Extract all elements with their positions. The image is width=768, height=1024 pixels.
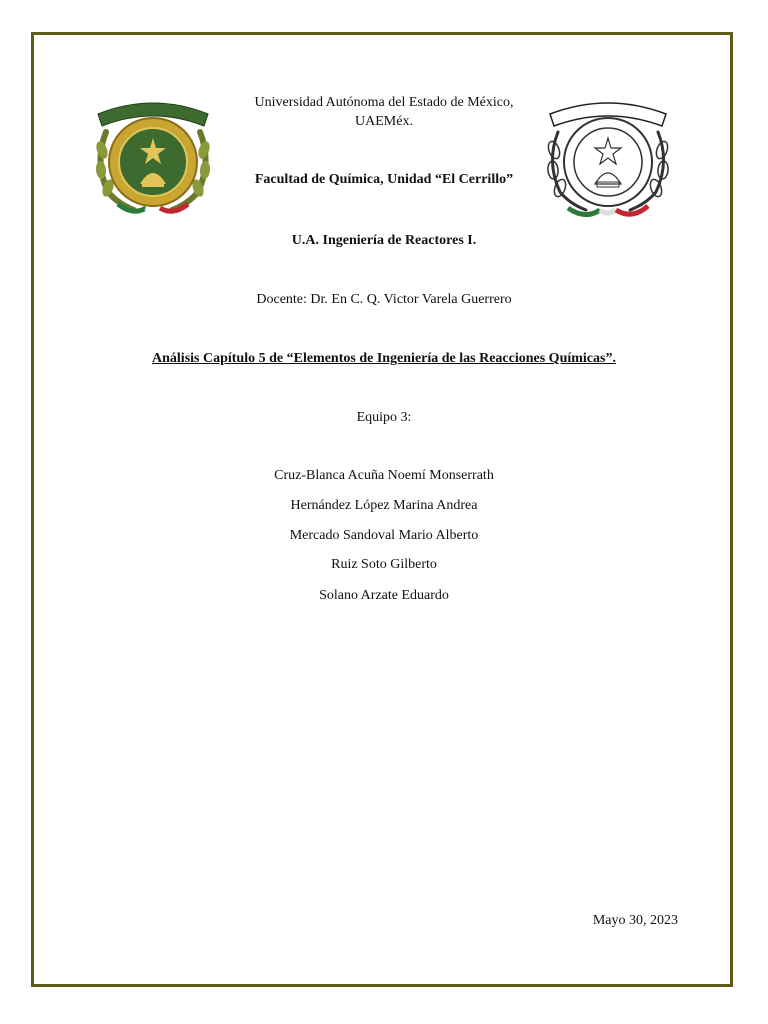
university-name-line2: UAEMéx. [355, 114, 413, 129]
faculty-name: Facultad de Química, Unidad “El Cerrillo” [254, 172, 514, 187]
team-member: Solano Arzate Eduardo [319, 588, 449, 603]
team-member: Hernández López Marina Andrea [290, 498, 478, 513]
team-member: Mercado Sandoval Mario Alberto [289, 528, 479, 543]
teacher-name: Docente: Dr. En C. Q. Victor Varela Guerrero [256, 292, 512, 307]
university-name-line1: Universidad Autónoma del Estado de México, [254, 95, 514, 110]
team-member: Cruz-Blanca Acuña Noemí Monserrath [274, 468, 494, 483]
team-member: Ruiz Soto Gilberto [331, 557, 437, 572]
course-name: U.A. Ingeniería de Reactores I. [291, 233, 477, 248]
document-date: Mayo 30, 2023 [592, 913, 678, 928]
document-title: Análisis Capítulo 5 de “Elementos de Ingeniería de las Reacciones Químicas”. [152, 351, 616, 366]
team-label: Equipo 3: [356, 410, 412, 425]
